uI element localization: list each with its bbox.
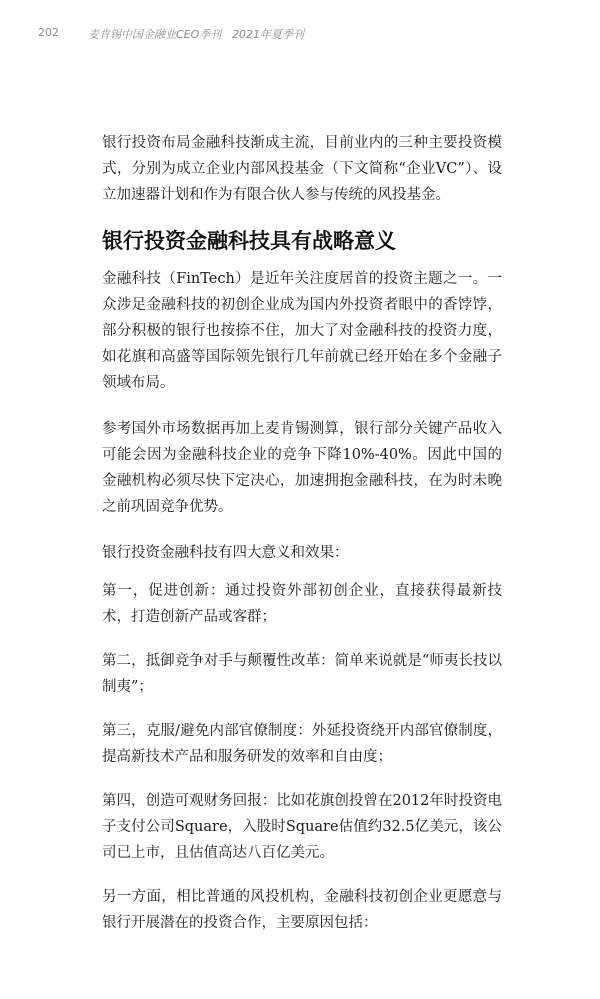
paragraph-four-significance: 银行投资金融科技有四大意义和效果： — [102, 545, 349, 561]
journal-title: 麦肯锡中国金融业CEO季刊 — [88, 28, 222, 41]
paragraph-cooperation: 另一方面，相比普通的风投机构，金融科技初创企业更愿意与银行开展潜在的投资合作，主要原因包括： — [102, 889, 502, 931]
page-number: 202 — [38, 26, 59, 39]
paragraph-competition: 参考国外市场数据再加上麦肯锡测算，银行部分关键产品收入可能会因为金融科技企业的竞争下降10%-40%。因此中国的金融机构必须尽快下定决心，加速拥抱金融科技，在为时未晚之前巩固竞争优势。 — [102, 421, 502, 515]
list-item-defense: 第二，抵御竞争对手与颠覆性改革：简单来说就是“师夷长技以制夷”； — [102, 653, 502, 695]
article-body — [102, 130, 502, 956]
section-heading: 银行投资金融科技具有战略意义 — [102, 229, 396, 253]
list-item-innovation: 第一，促进创新：通过投资外部初创企业，直接获得最新技术，打造创新产品或客群； — [102, 583, 502, 625]
list-item-bureaucracy: 第三，克服/避免内部官僚制度：外延投资绕开内部官僚制度，提高新技术产品和服务研发的效率和自由度； — [102, 723, 502, 765]
intro-paragraph: 银行投资布局金融科技渐成主流，目前业内的三种主要投资模式，分别为成立企业内部风投基金（下文简称“企业VC”）、设立加速器计划和作为有限合伙人参与传统的风投基金。 — [102, 135, 502, 203]
issue-label: 2021年夏季刊 — [232, 28, 304, 41]
running-header — [0, 22, 600, 46]
list-item-financial-return: 第四，创造可观财务回报：比如花旗创投曾在2012年时投资电子支付公司Square，入股时Square估值约32.5亿美元，该公司已上市，且估值高达八百亿美元。 — [102, 793, 502, 861]
paragraph-fintech: 金融科技（FinTech）是近年关注度居首的投资主题之一。一众涉足金融科技的初创企业成为国内外投资者眼中的香饽饽，部分积极的银行也按捺不住，加大了对金融科技的投资力度，如花旗和高盛等国际领先银行几年前就已经开始在多个金融子领域布局。 — [102, 271, 502, 391]
